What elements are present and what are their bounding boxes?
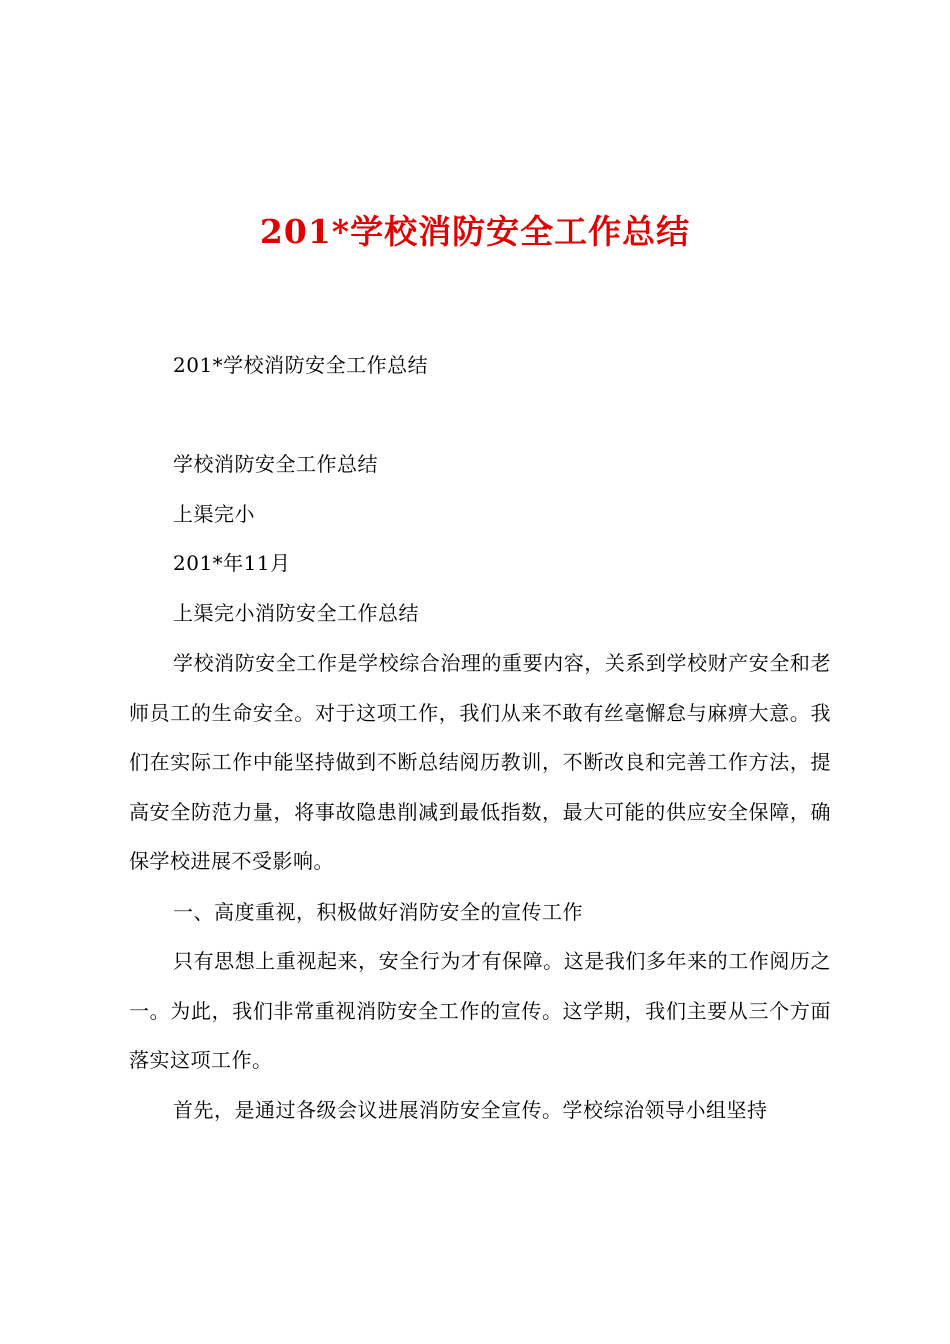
school-name: 上渠完小	[173, 502, 255, 526]
document-subtitle: 201*学校消防安全工作总结	[173, 353, 429, 377]
document-title: 201*学校消防安全工作总结	[259, 212, 691, 251]
section-heading-1: 一、高度重视，积极做好消防安全的宣传工作	[173, 900, 583, 924]
document-date: 201*年11月	[173, 551, 291, 575]
paragraph-intro: 学校消防安全工作是学校综合治理的重要内容，关系到学校财产安全和老师员工的生命安全。对于这项工作，我们从来不敢有丝毫懈怠与麻痹大意。我们在实际工作中能坚持做到不断总结阅历教训，不断改良和完善工作方法，提高安全防范力量，将事故隐患削减到最低指数，最大可能的供应安全保障，确保学校进展不受影响。	[129, 651, 831, 873]
report-title: 上渠完小消防安全工作总结	[173, 601, 419, 625]
document-heading: 学校消防安全工作总结	[173, 452, 378, 476]
paragraph-publicity: 只有思想上重视起来，安全行为才有保障。这是我们多年来的工作阅历之一。为此，我们非常重视消防安全工作的宣传。这学期，我们主要从三个方面落实这项工作。	[129, 949, 831, 1072]
paragraph-meetings: 首先，是通过各级会议进展消防安全宣传。学校综治领导小组坚持	[173, 1098, 768, 1122]
